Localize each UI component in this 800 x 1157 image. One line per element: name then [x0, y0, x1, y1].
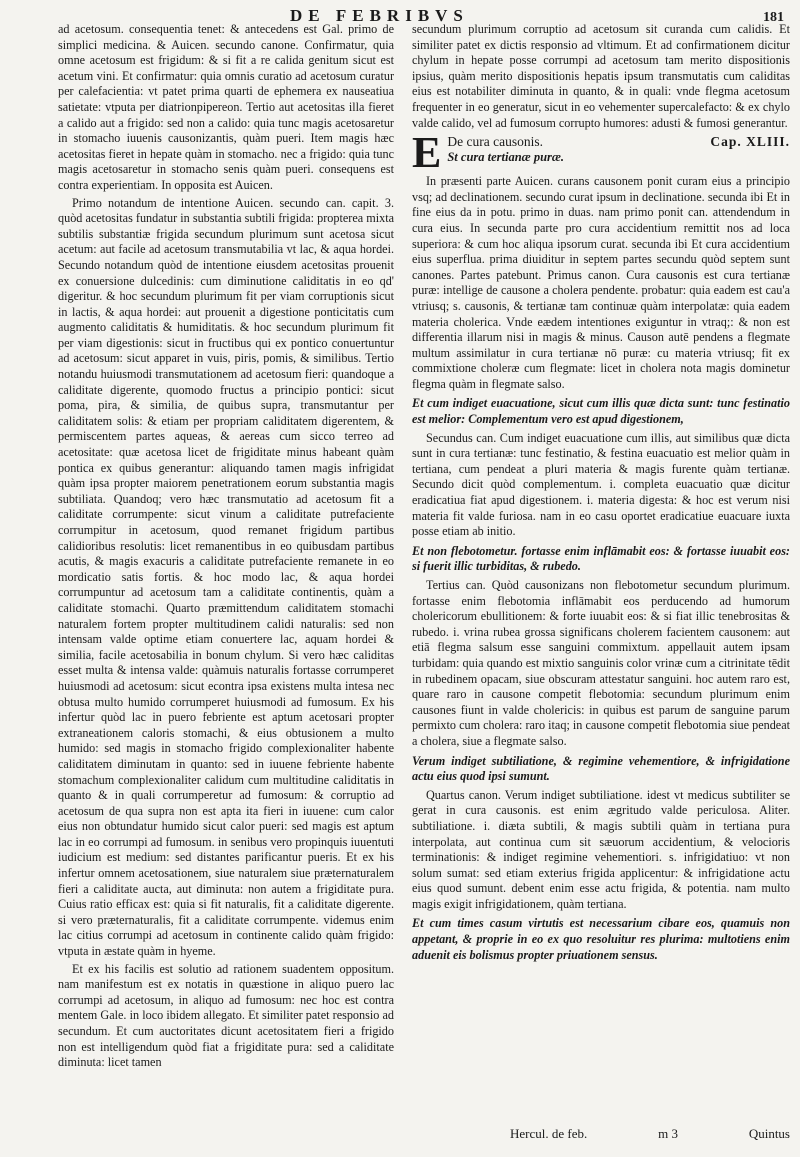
- catchword: Quintus: [748, 1126, 790, 1141]
- lemma-text: Et non flebotometur. fortasse enim inflāmabit eos: & fortasse iuuabit eos: si fuerit illic turbiditas, & rubedo.: [412, 543, 790, 574]
- commentary-paragraph: Secundus can. Cum indiget euacuatione cum illis, aut similibus quæ dicta sunt in cura tertianæ: tunc festinatio, & festina euacuatio est melior quàm in tertiana, cum pendeat a pluri materia & magis furente quàm tertianæ. Secundo dicit quòd complementum. i. completa euacuatio quæ dicitur eradicatiua fiat apud digestionem. i. materia digesta: & hoc est verum nisi materia fit valde furiosa. nam in eo casu oportet eradicatiue euacuare iuxta posse etiam ab initio.: [412, 430, 790, 539]
- lemma-text: Verum indiget subtiliatione, & regimine vehementiore, & infrigidatione actu eius quod ipsi sumunt.: [412, 753, 790, 784]
- commentary-paragraph: In præsenti parte Auicen. curans causonem ponit curam eius a principio vsq; ad declinationem. secundo curat ipsum in declinatione. secunda ibi Et in fine eius da in potu. primo in duas. nam primo ponit can. attendendum in cura eius. In secunda parte pro cura accidentium remittit nos ad loca superiora: & cum hoc aliqua ipsorum curat. secunda ibi Et cura accidentium eius superflua. prima diuiditur in septem partes secundu quòd septem sunt canones. Partes patebunt. Primus canon. Cura causonis est cura tertianæ puræ: intellige de causone a cholera pendente. probatur: quia eadem est cau'a vtriusq; s. causonis, & tertianæ tam continuæ quàm interpolatæ: quia eadem materia cholerica. Vnde eædem intentiones exiguntur in vtraq;: & non est differentia illarum nisi in magis & minus. Causon autē pendens a flegmate multum assimilatur in cura tertianæ nō puræ: cu materia vtriusq; fit ex commixtione choleræ cum flegmate: licet in cholera nota magis dominetur flegma quàm in flegmate salso.: [412, 174, 790, 391]
- right-intro-paragraph: secundum plurimum corruptio ad acetosum sit curanda cum calidis. Et similiter patet ex dictis responsio ad vltimum. Et ad confirmationem dicitur chylum in hepate posse corrumpi ad acetosum tam merito dispositionis ipsius, quàm merito dispositionis hepatis ipsum transmutatis cum caliditas eius est notabiliter diminuta in quanto, & in quali: vnde flegma acetosum frequenter in eo generatur, sicut in eo vehementer supercalefacto: & ex chylo valde calido, vel ad fumosum corrupto humores: adusti & fumosi generantur.: [412, 22, 790, 130]
- left-paragraph-1: ad acetosum. consequentia tenet: & antecedens est Gal. primo de simplici medicina. & Auicen. secundo canone. Confirmatur, quia omne acetosum est frigidum: & si fit a re calida genitum sicut est acetum vini. Et confirmatur: quia omnis curatio ad acetosum curatur per calefacientia: vt patet prima quarti de ephemera ex nauseatiua satietate: vtputa per diatrionpipereon. Tertio aut acetositas illa fieret a calido aut a frigido: sed non a calido: quia tunc magis acetosaretur in stomacho iuuenis causonizantis, quàm pueri. Item magis hæc acetositas fieret in hepate quàm in stomacho. nec a frigido: quia tunc magis acetosaretur in stomacho senis quàm pueri. consequens est contra experientiam. In opposita est Auicen.: [58, 22, 394, 192]
- chapter-first-lemma: St cura tertianæ puræ.: [447, 149, 565, 164]
- footer-signature: Hercul. de feb.: [510, 1126, 588, 1141]
- left-paragraph-3: Et ex his facilis est solutio ad rationem suadentem oppositum. nam manifestum est ex notatis in quæstione in aliquo puero lac corrumpi ad acetosum, in aliquo ad fumosum: nec hoc est contra mentem Gale. in loco ibidem allegato. Et similiter patet responsio ad secundum. Et cum auctoritates dicunt acetositatem fieri a frigido non est intelligendum quòd fiat a frigiditate pura: sed a caliditate diminuta: licet tamen: [58, 961, 394, 1070]
- chapter-heading: [412, 128, 790, 178]
- lemma-text: Et cum indiget euacuatione, sicut cum illis quæ dicta sunt: tunc festinatio est melior: Complementum vero est apud digestionem,: [412, 396, 790, 427]
- page-number: 181: [763, 10, 784, 25]
- commentary-paragraph: Quartus canon. Verum indiget subtiliatione. idest vt medicus subtiliter se gerat in cura causonis. est enim ægritudo valde periculosa. Aliter. subtiliatione. i. diæta subtili, & magis subtili quàm in tertiana pura interpolata, aut continua cum sit sæuorum accidentium, & velocioris terminationis: & indiget regimine vehementiori. s. infrigidatiuo: vt non solum sumat: sed etiam exterius frigida applicentur: & infrigidatione actu eius quod sumunt. debent enim esse actu frigida, & potentia. nam multo magis exigit infrigidationem, quàm tertiana.: [412, 787, 790, 911]
- chapter-title: De cura causonis.: [447, 134, 543, 150]
- commentary-paragraph: Tertius can. Quòd causonizans non flebotometur secundum plurimum. fortasse enim flebotomia inflāmabit eos perducendo ad humorum cholericorum ebullitionem: & forte iuuabit eos: & si fiat illic tenebrositas & rubedo. i. vrina rubea grossa significans cholerem facientem causonem: aut etiā flegma salsum esse sanguini commixtum. appellauit autem ipsam turbidam: quia quando est mixtio sanguinis color vrinæ cum a citrinitate tēdit in rubedinem opacam, siue obscuram attestatur sanguini. hoc autem raro est, quare raro in causone competit flebotomia: secundum plurimum enim causones fiunt in valde cholericis: in quibus est parum de sanguine parum permixto cum cholera: raro itaq; in causone competit flebotomia siue pendeat a cholera, siue a flegmate salso.: [412, 578, 790, 748]
- right-blocks: [412, 174, 790, 963]
- chapter-number: Cap. XLIII.: [710, 134, 790, 150]
- left-column: [58, 22, 394, 1102]
- running-head: DE FEBRIBVS: [290, 6, 469, 25]
- right-column: [412, 22, 790, 1102]
- lemma-text: Et cum times casum virtutis est necessarium cibare eos, quamuis non appetant, & proprie in eo ex quo resoluitur res plurima: multotiens enim aduenit eis bolismus propter priuationem sensus.: [412, 916, 790, 962]
- left-paragraph-2: Primo notandum de intentione Auicen. secundo can. capit. 3. quòd acetositas fundatur in substantia subtili frigida: propterea mixta subtilis substantiæ frigida secundum plurimum sunt acetosa sicut acetum: aut facile ad acetosum transmutabilia vt lac, & aqua hordei. Secundo notandum quòd de intentione eiusdem acetositas prouenit ex conuersione dulcedinis: cum diminutione caliditatis in eo qd' digeritur. & hoc secundum plurimum fit per viam corruptionis sicut in lactis, & aqua hordei: aut prouenit a digestione ponticitatis cum augmento caliditatis & humiditatis. & hoc secundum plurimum fit per viam digestionis: sicut in fructibus qui ex pontico conuertuntur ad acetosum: sicut apparet in vuis, piris, pomis, & similibus. Tertio notandu huiusmodi transmutationem ad acetosum fieri: quandoque a caliditate digerente, quomodo fructus a principio pontici: sicut poma, pira, & similia, de quibus supra, transmutantur per caliditatem solis: & etiam per propriam caliditatem digerentem, & permiscentem partes aqueas, & aereas cum sicco terreo ad acetositate: quæ acetosa licet de frigiditate minus habeant quàm pontica ex quibus generantur: aliquando tamen magis infrigidat quàm ipsa propter maiorem penetrationem eorum substantia magis subtiliata. Quandoq; vero hæc transmutatio ad acetosum fit a caliditate corrumpente: sicut vinum a caliditate putrefaciente corrumpitur in acetosum, quod remanet frigidum partibus calidioribus resolutis: licet remanentibus in eo quibusdam partibus acutis, & magis exacuris a caliditate putrefaciente remanete in eo mordicatio satis fortis. & hoc modo lac, & aqua hordei corrumpuntur ad acetosum tam a caliditate continentis, quàm a caliditate stomachi. Quarto præmittendum caliditatem stomachi naturalem fortem propter multitudinem calidi naturalis: sed non intensam valde optime etiam conuertere lac, aquam hordei & similia, facile acetosabilia in bonum chylum. Si vero hæc caliditas esset multa & intensa valde: quàmuis naturalis fortasse corrumperet huiusmodi ad acetosum: sicut econtra ipsa existens multa intesa nec obtusa multo humido corrumperet huiusmodi ad fumosum. Ex his infertur quòd lac in puero febriente est aptum acetosari propter extraneationem caloris stomachi, & eius obtusionem a multo humido: sed magis in stomacho frigido complexionaliter habente caliditatem diminutam in quanto: sed in iuuene febriente habente stomachum complexionaliter calidum cum multitudine caliditatis in quanto & in quali corrumperetur ad fumosum: & corruptio ad acetosum de qua supra non est apta ita fieri in iuuene: cum calor eius non obtundatur humido sicut calor pueri: sed magis est aptum lac in eo corrumpi ad fumosum. in senibus vero propinquis iuuentuti iudicium est medium: sed distantes parificantur pueris. Et ex his infertur omnem acetosationem, siue naturalem siue præternaturalem fieri a caliditate aucta, aut diminuta: non autem a frigiditate pura. Cuius ratio efficax est: quia si fit naturalis, fit a caliditate digerente. si vero præternaturalis, fit a caliditate corrumpente. videmus enim lac citius corrumpi ad acetosum in continente calido quàm frigido: vtputa in æstate quàm in hyeme.: [58, 195, 394, 959]
- page-footer: [510, 1126, 790, 1142]
- dropcap-initial: E: [412, 128, 442, 178]
- signature-mark: m 3: [658, 1126, 678, 1141]
